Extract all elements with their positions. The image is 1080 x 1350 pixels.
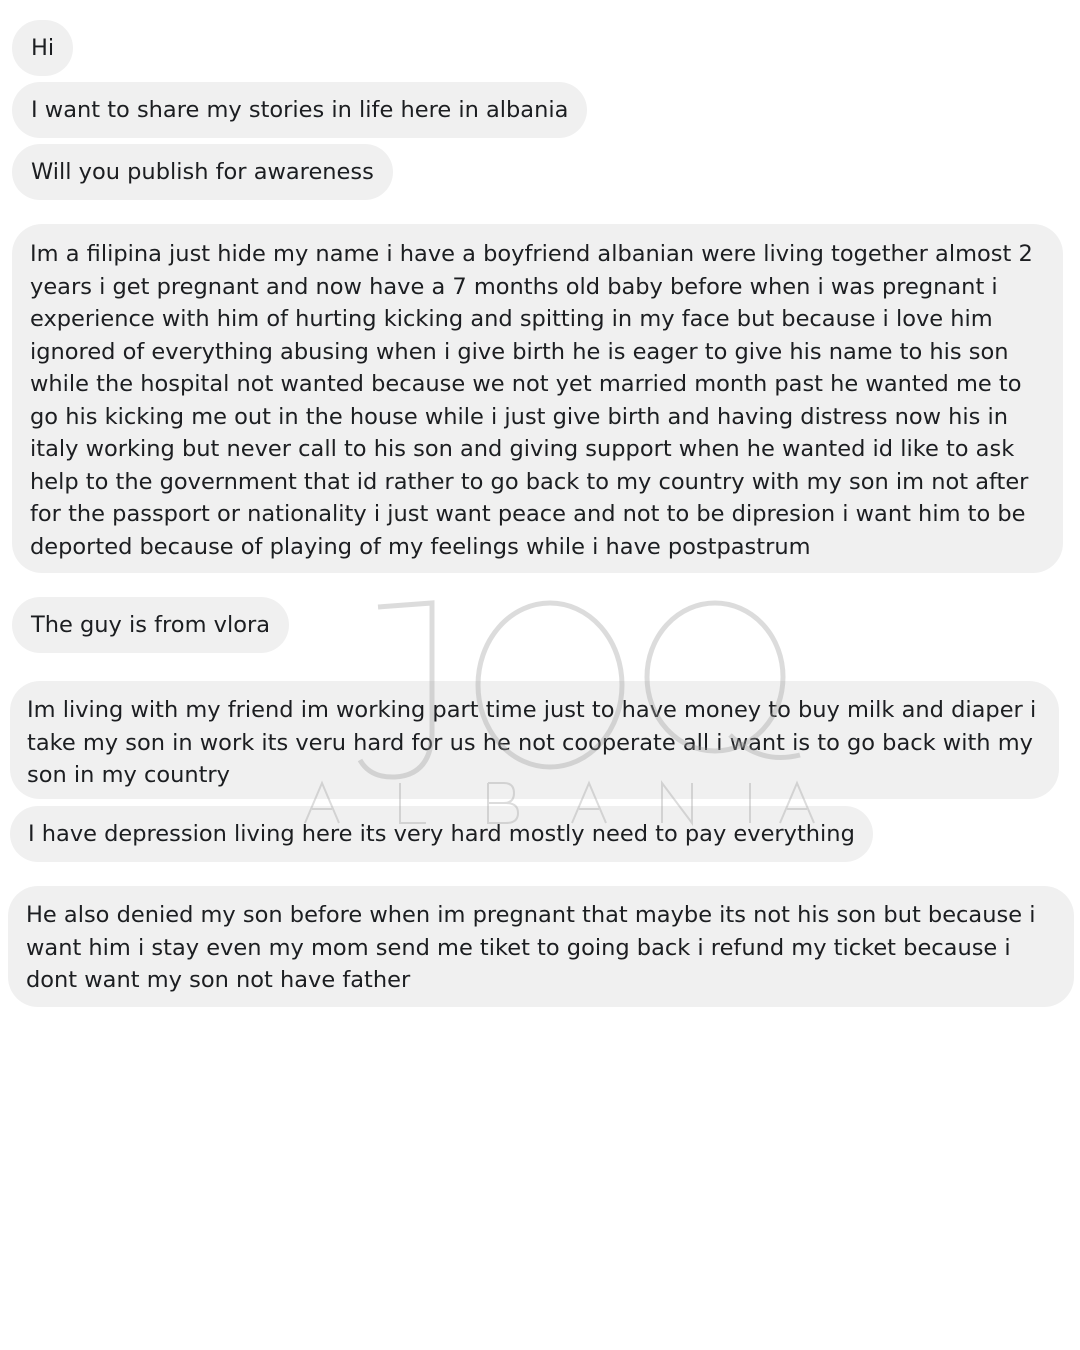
message-bubble[interactable]: He also denied my son before when im pregnant that maybe its not his son but because i want him i stay even my mom send me tiket to going back i refund my ticket because i dont want my son not have father (8, 886, 1074, 1007)
message-bubble[interactable]: Hi (12, 20, 73, 76)
message-bubble[interactable]: I have depression living here its very hard mostly need to pay everything (10, 806, 873, 862)
message-bubble[interactable]: Im living with my friend im working part time just to have money to buy milk and diaper i take my son in work its veru hard for us he not cooperate all i want is to go back with my son in my country (10, 681, 1059, 799)
message-bubble[interactable]: The guy is from vlora (12, 597, 289, 653)
message-bubble[interactable]: Im a filipina just hide my name i have a boyfriend albanian were living together almost 2 years i get pregnant and now have a 7 months old baby before when i was pregnant i experience with him of hurting kicking and spitting in my face but because i love him ignored of everything abusing when i give birth he is eager to give his name to his son while the hospital not wanted because we not yet married month past he wanted me to go his kicking me out in the house while i just give birth and having distress now his in italy working but never call to his son and giving support when he wanted id like to ask help to the government that id rather to go back to my country with my son im not after for the passport or nationality i just want peace and not to be dipresion i want him to be deported because of playing of my feelings while i have postpastrum (12, 224, 1063, 573)
message-bubble[interactable]: Will you publish for awareness (12, 144, 393, 200)
message-bubble[interactable]: I want to share my stories in life here in albania (12, 82, 587, 138)
